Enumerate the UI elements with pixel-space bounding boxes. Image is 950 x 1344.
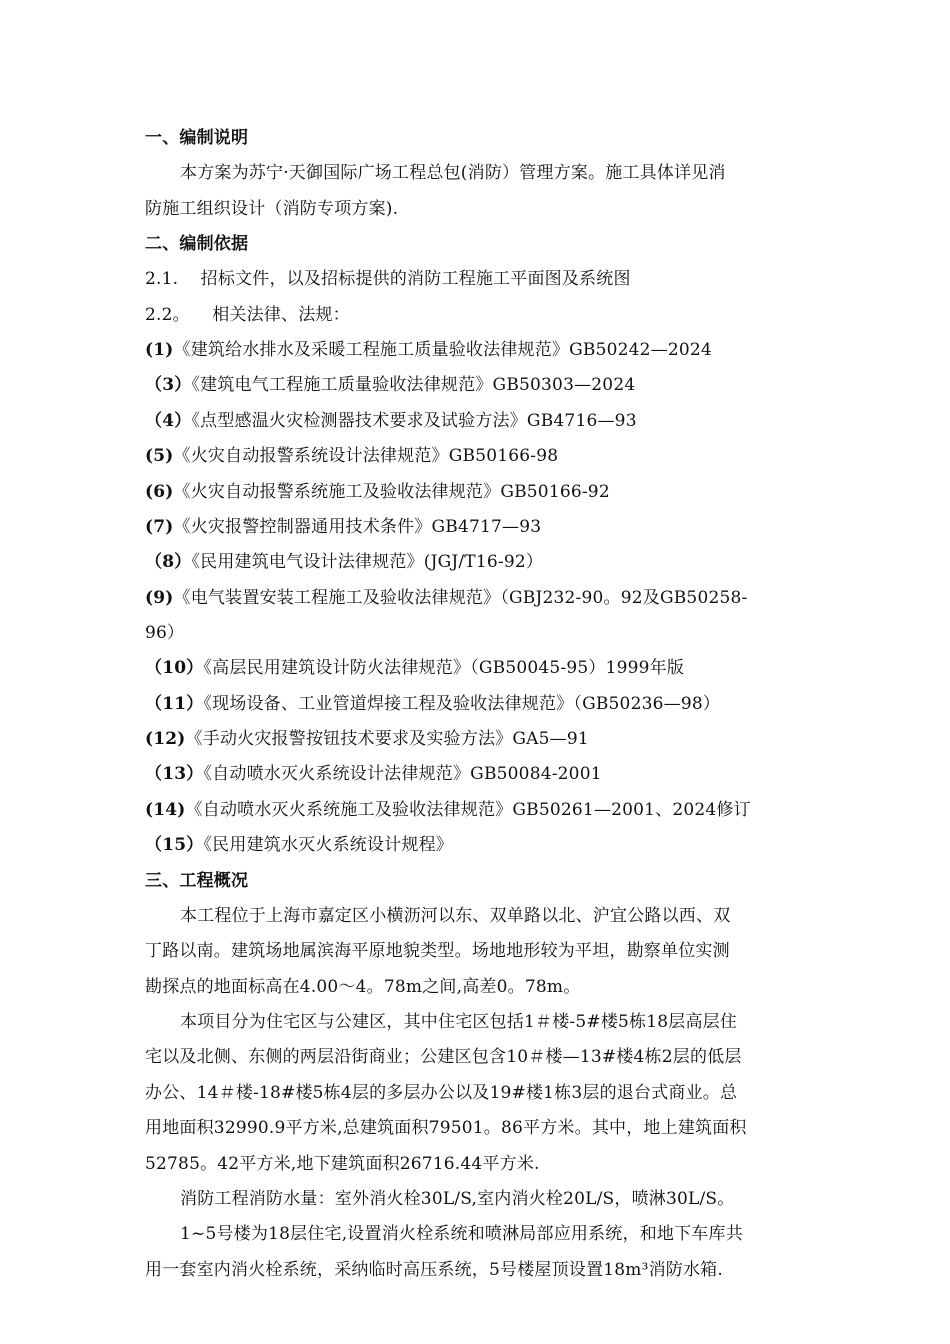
reference-text: 《火灾自动报警系统施工及验收法律规范》GB50166-92 <box>173 482 610 502</box>
reference-text: 《民用建筑水灭火系统设计规程》 <box>203 835 453 855</box>
reference-number: （10） <box>145 658 204 678</box>
reference-item <box>145 338 712 362</box>
reference-text: 《电气装置安装工程施工及验收法律规范》（GBJ232-90。92及GB50258- <box>173 588 748 608</box>
reference-text: 《自动喷水灭火系统设计法律规范》GB50084-2001 <box>203 764 602 784</box>
reference-number: (6) <box>145 482 174 502</box>
section-heading-3: 三、工程概况 <box>145 871 249 891</box>
reference-item <box>145 621 184 645</box>
reference-item <box>145 409 637 433</box>
paragraph-line: 勘探点的地面标高在4.00～4。78m之间,高差0。78m。 <box>145 977 581 997</box>
reference-text: 《手动火灾报警按钮技术要求及实验方法》GA5—91 <box>185 729 589 749</box>
reference-number: （13） <box>145 764 204 784</box>
reference-item <box>145 727 589 751</box>
reference-number: (1) <box>145 340 174 360</box>
reference-number: (9) <box>145 588 174 608</box>
paragraph-line: 本方案为苏宁·天御国际广场工程总包(消防）管理方案。施工具体详见消 <box>180 163 726 183</box>
reference-number: （11） <box>145 694 204 714</box>
paragraph-line: 用一套室内消火栓系统，采纳临时高压系统，5号楼屋顶设置18m³消防水箱. <box>145 1260 723 1280</box>
paragraph-line: 办公、14＃楼-18#楼5栋4层的多层办公以及19#楼1栋3层的退台式商业。总 <box>145 1083 738 1103</box>
reference-number: (14) <box>145 800 186 820</box>
reference-text: 《高层民用建筑设计防火法律规范》（GB50045-95）1999年版 <box>203 658 685 678</box>
section-heading-2: 二、编制依据 <box>145 234 249 254</box>
reference-number: （3） <box>145 375 192 395</box>
paragraph-line: 1~5号楼为18层住宅,设置消火栓系统和喷淋局部应用系统，和地下车库共 <box>180 1224 743 1244</box>
reference-number: (12) <box>145 729 186 749</box>
reference-text: 《火灾自动报警系统设计法律规范》GB50166-98 <box>173 446 559 466</box>
reference-item <box>145 444 558 468</box>
paragraph-line: 宅以及北侧、东侧的两层沿街商业；公建区包含10＃楼—13#楼4栋2层的低层 <box>145 1047 742 1067</box>
reference-item <box>145 798 751 822</box>
reference-number: (7) <box>145 517 174 537</box>
reference-number: （15） <box>145 835 204 855</box>
paragraph-line: 消防工程消防水量：室外消火栓30L/S,室内消火栓20L/S，喷淋30L/S。 <box>180 1189 735 1209</box>
reference-item <box>145 373 635 397</box>
section-heading-1: 一、编制说明 <box>145 128 249 148</box>
list-item: 2.2。 相关法律、法规： <box>145 305 350 325</box>
reference-item <box>145 656 684 680</box>
reference-item <box>145 515 541 539</box>
reference-item <box>145 586 747 610</box>
paragraph-line: 本工程位于上海市嘉定区小横沥河以东、双单路以北、沪宜公路以西、双 <box>180 906 731 926</box>
reference-text: 《现场设备、工业管道焊接工程及验收法律规范》（GB50236—98） <box>203 694 721 714</box>
paragraph-line: 丁路以南。建筑场地属滨海平原地貌类型。场地地形较为平坦，勘察单位实测 <box>145 941 730 961</box>
reference-item <box>145 692 720 716</box>
reference-number: （8） <box>145 552 192 572</box>
reference-text: 96） <box>145 623 185 643</box>
reference-item <box>145 833 453 857</box>
paragraph-line: 52785。42平方米,地下建筑面积26716.44平方米. <box>145 1154 540 1174</box>
reference-text: 《民用建筑电气设计法律规范》(JGJ/T16-92） <box>191 552 544 572</box>
paragraph-line: 防施工组织设计（消防专项方案). <box>145 199 399 219</box>
paragraph-line: 用地面积32990.9平方米,总建筑面积79501。86平方米。其中，地上建筑面积 <box>145 1118 747 1138</box>
paragraph-line: 本项目分为住宅区与公建区，其中住宅区包括1＃楼-5#楼5栋18层高层住 <box>180 1012 738 1032</box>
reference-text: 《火灾报警控制器通用技术条件》GB4717—93 <box>173 517 542 537</box>
reference-item <box>145 480 610 504</box>
reference-text: 《建筑给水排水及采暖工程施工质量验收法律规范》GB50242—2024 <box>173 340 712 360</box>
reference-text: 《建筑电气工程施工质量验收法律规范》GB50303—2024 <box>191 375 636 395</box>
reference-number: (5) <box>145 446 174 466</box>
reference-text: 《点型感温火灾检测器技术要求及试验方法》GB4716—93 <box>191 411 637 431</box>
reference-item <box>145 762 602 786</box>
reference-text: 《自动喷水灭火系统施工及验收法律规范》GB50261—2001、2024修订 <box>185 800 751 820</box>
list-item: 2.1. 招标文件，以及招标提供的消防工程施工平面图及系统图 <box>145 269 631 289</box>
reference-item <box>145 550 543 574</box>
reference-number: （4） <box>145 411 192 431</box>
